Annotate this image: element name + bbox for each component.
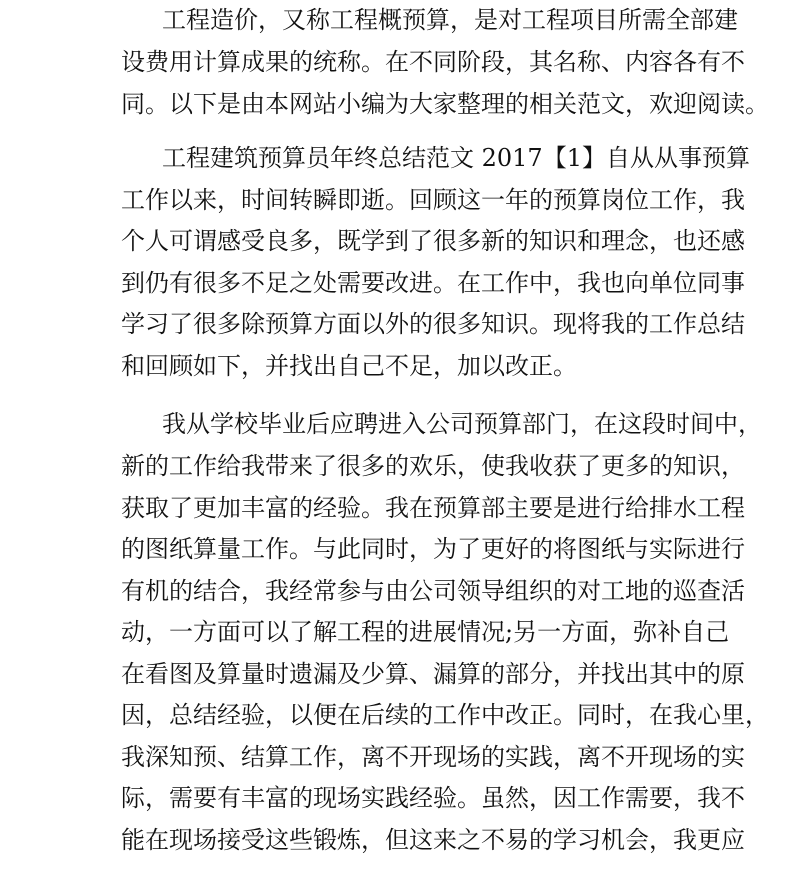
text-line: 获取了更加丰富的经验。我在预算部主要是进行给排水工程	[121, 494, 745, 522]
text-line: 和回顾如下，并找出自己不足，加以改正。	[121, 352, 577, 380]
text-line: 有机的结合，我经常参与由公司领导组织的对工地的巡查活	[121, 577, 745, 605]
text-line: 我从学校毕业后应聘进入公司预算部门，在这段时间中，	[162, 410, 762, 438]
text-line: 工程造价，又称工程概预算，是对工程项目所需全部建	[162, 6, 738, 34]
text-line: 在看图及算量时遗漏及少算、漏算的部分，并找出其中的原	[121, 660, 745, 688]
text-line: 际，需要有丰富的现场实践经验。虽然，因工作需要，我不	[121, 784, 745, 812]
text-line: 新的工作给我带来了很多的欢乐，使我收获了更多的知识，	[121, 452, 745, 480]
text-line: 同。以下是由本网站小编为大家整理的相关范文，欢迎阅读。	[121, 90, 769, 118]
text-line: 能在现场接受这些锻炼，但这来之不易的学习机会，我更应	[121, 826, 745, 854]
text-line: 设费用计算成果的统称。在不同阶段，其名称、内容各有不	[121, 48, 745, 76]
text-line: 工作以来，时间转瞬即逝。回顾这一年的预算岗位工作，我	[121, 186, 745, 214]
text-line: 个人可谓感受良多，既学到了很多新的知识和理念，也还感	[121, 227, 745, 255]
text-line: 的图纸算量工作。与此同时，为了更好的将图纸与实际进行	[121, 535, 745, 563]
text-line: 学习了很多除预算方面以外的很多知识。现将我的工作总结	[121, 310, 745, 338]
text-line: 到仍有很多不足之处需要改进。在工作中，我也向单位同事	[121, 269, 745, 297]
text-line: 因，总结经验，以便在后续的工作中改正。同时，在我心里，	[121, 701, 769, 729]
text-line: 我深知预、结算工作，离不开现场的实践，离不开现场的实	[121, 743, 745, 771]
text-line: 动，一方面可以了解工程的进展情况;另一方面，弥补自己	[121, 618, 730, 646]
text-line: 工程建筑预算员年终总结范文 2017【1】自从从事预算	[162, 144, 750, 172]
